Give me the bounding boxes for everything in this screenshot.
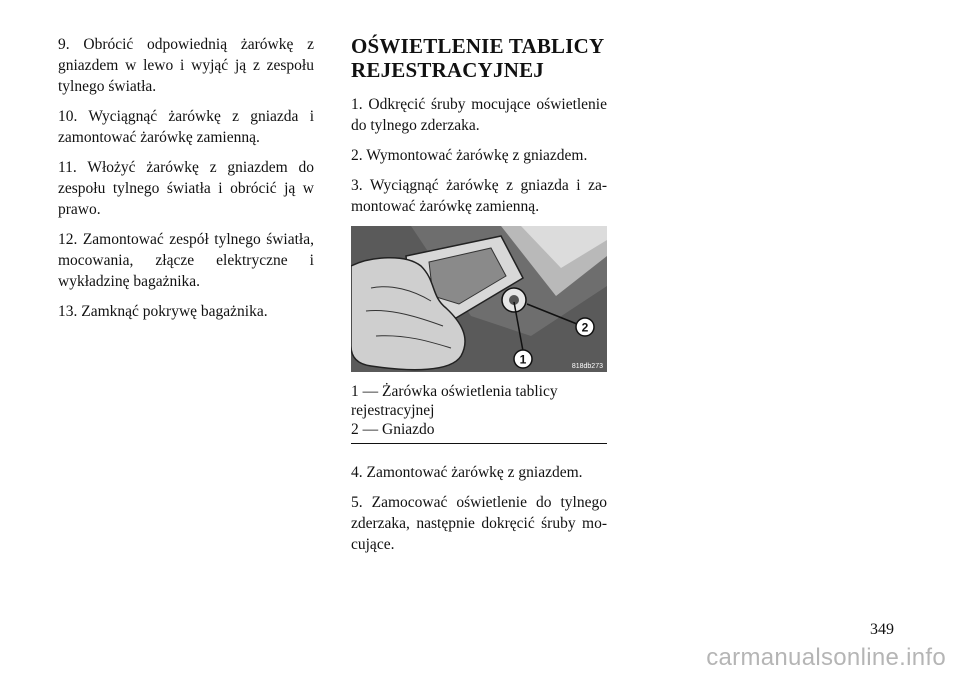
section-title-line2: REJESTRACYJNEJ xyxy=(351,58,544,82)
callout-2-label: 2 xyxy=(581,320,589,335)
caption-line3: 2 — Gniazdo xyxy=(351,421,435,438)
step-9: 9. Obrócić odpowiednią żarówkę z gniazdem w lewo i wyjąć ją z zespołu tylnego światła. xyxy=(58,36,314,95)
license-lamp-illustration xyxy=(351,226,607,372)
plate-step-5: 5. Zamocować oświetlenie do tylnego zderzaka, następnie dokręcić śruby mo-cujące. xyxy=(351,494,607,553)
step-11: 11. Włożyć żarówkę z gniazdem do zespołu tylnego światła i obrócić ją w prawo. xyxy=(58,159,314,218)
figure-caption xyxy=(351,382,607,439)
section-title xyxy=(351,34,607,82)
section-title-line1: OŚWIETLENIE TABLICY xyxy=(351,34,605,58)
figure-code: 818db273 xyxy=(571,363,603,370)
page-number: 349 xyxy=(870,621,894,638)
caption-divider xyxy=(351,443,607,444)
license-lamp-figure xyxy=(351,226,607,372)
plate-step-1: 1. Odkręcić śruby mocujące oświetlenie do tylnego zderzaka. xyxy=(351,96,607,134)
step-10: 10. Wyciągnąć żarówkę z gniazda i zamontować żarówkę zamienną. xyxy=(58,108,314,146)
left-column xyxy=(58,34,314,331)
plate-step-3: 3. Wyciągnąć żarówkę z gniazda i za-montować żarówkę zamienną. xyxy=(351,177,607,215)
callout-1-label: 1 xyxy=(519,352,527,367)
step-12: 12. Zamontować zespół tylnego światła, mocowania, złącze elektryczne i wykładzinę bagażnika. xyxy=(58,231,314,290)
caption-line2: rejestracyjnej xyxy=(351,402,435,419)
caption-line1: 1 — Żarówka oświetlenia tablicy xyxy=(351,383,558,400)
step-13: 13. Zamknąć pokrywę bagażnika. xyxy=(58,303,268,320)
right-column xyxy=(351,34,607,564)
plate-step-2: 2. Wymontować żarówkę z gniazdem. xyxy=(351,147,588,164)
watermark: carmanualsonline.info xyxy=(706,644,946,671)
plate-step-4: 4. Zamontować żarówkę z gniazdem. xyxy=(351,464,583,481)
